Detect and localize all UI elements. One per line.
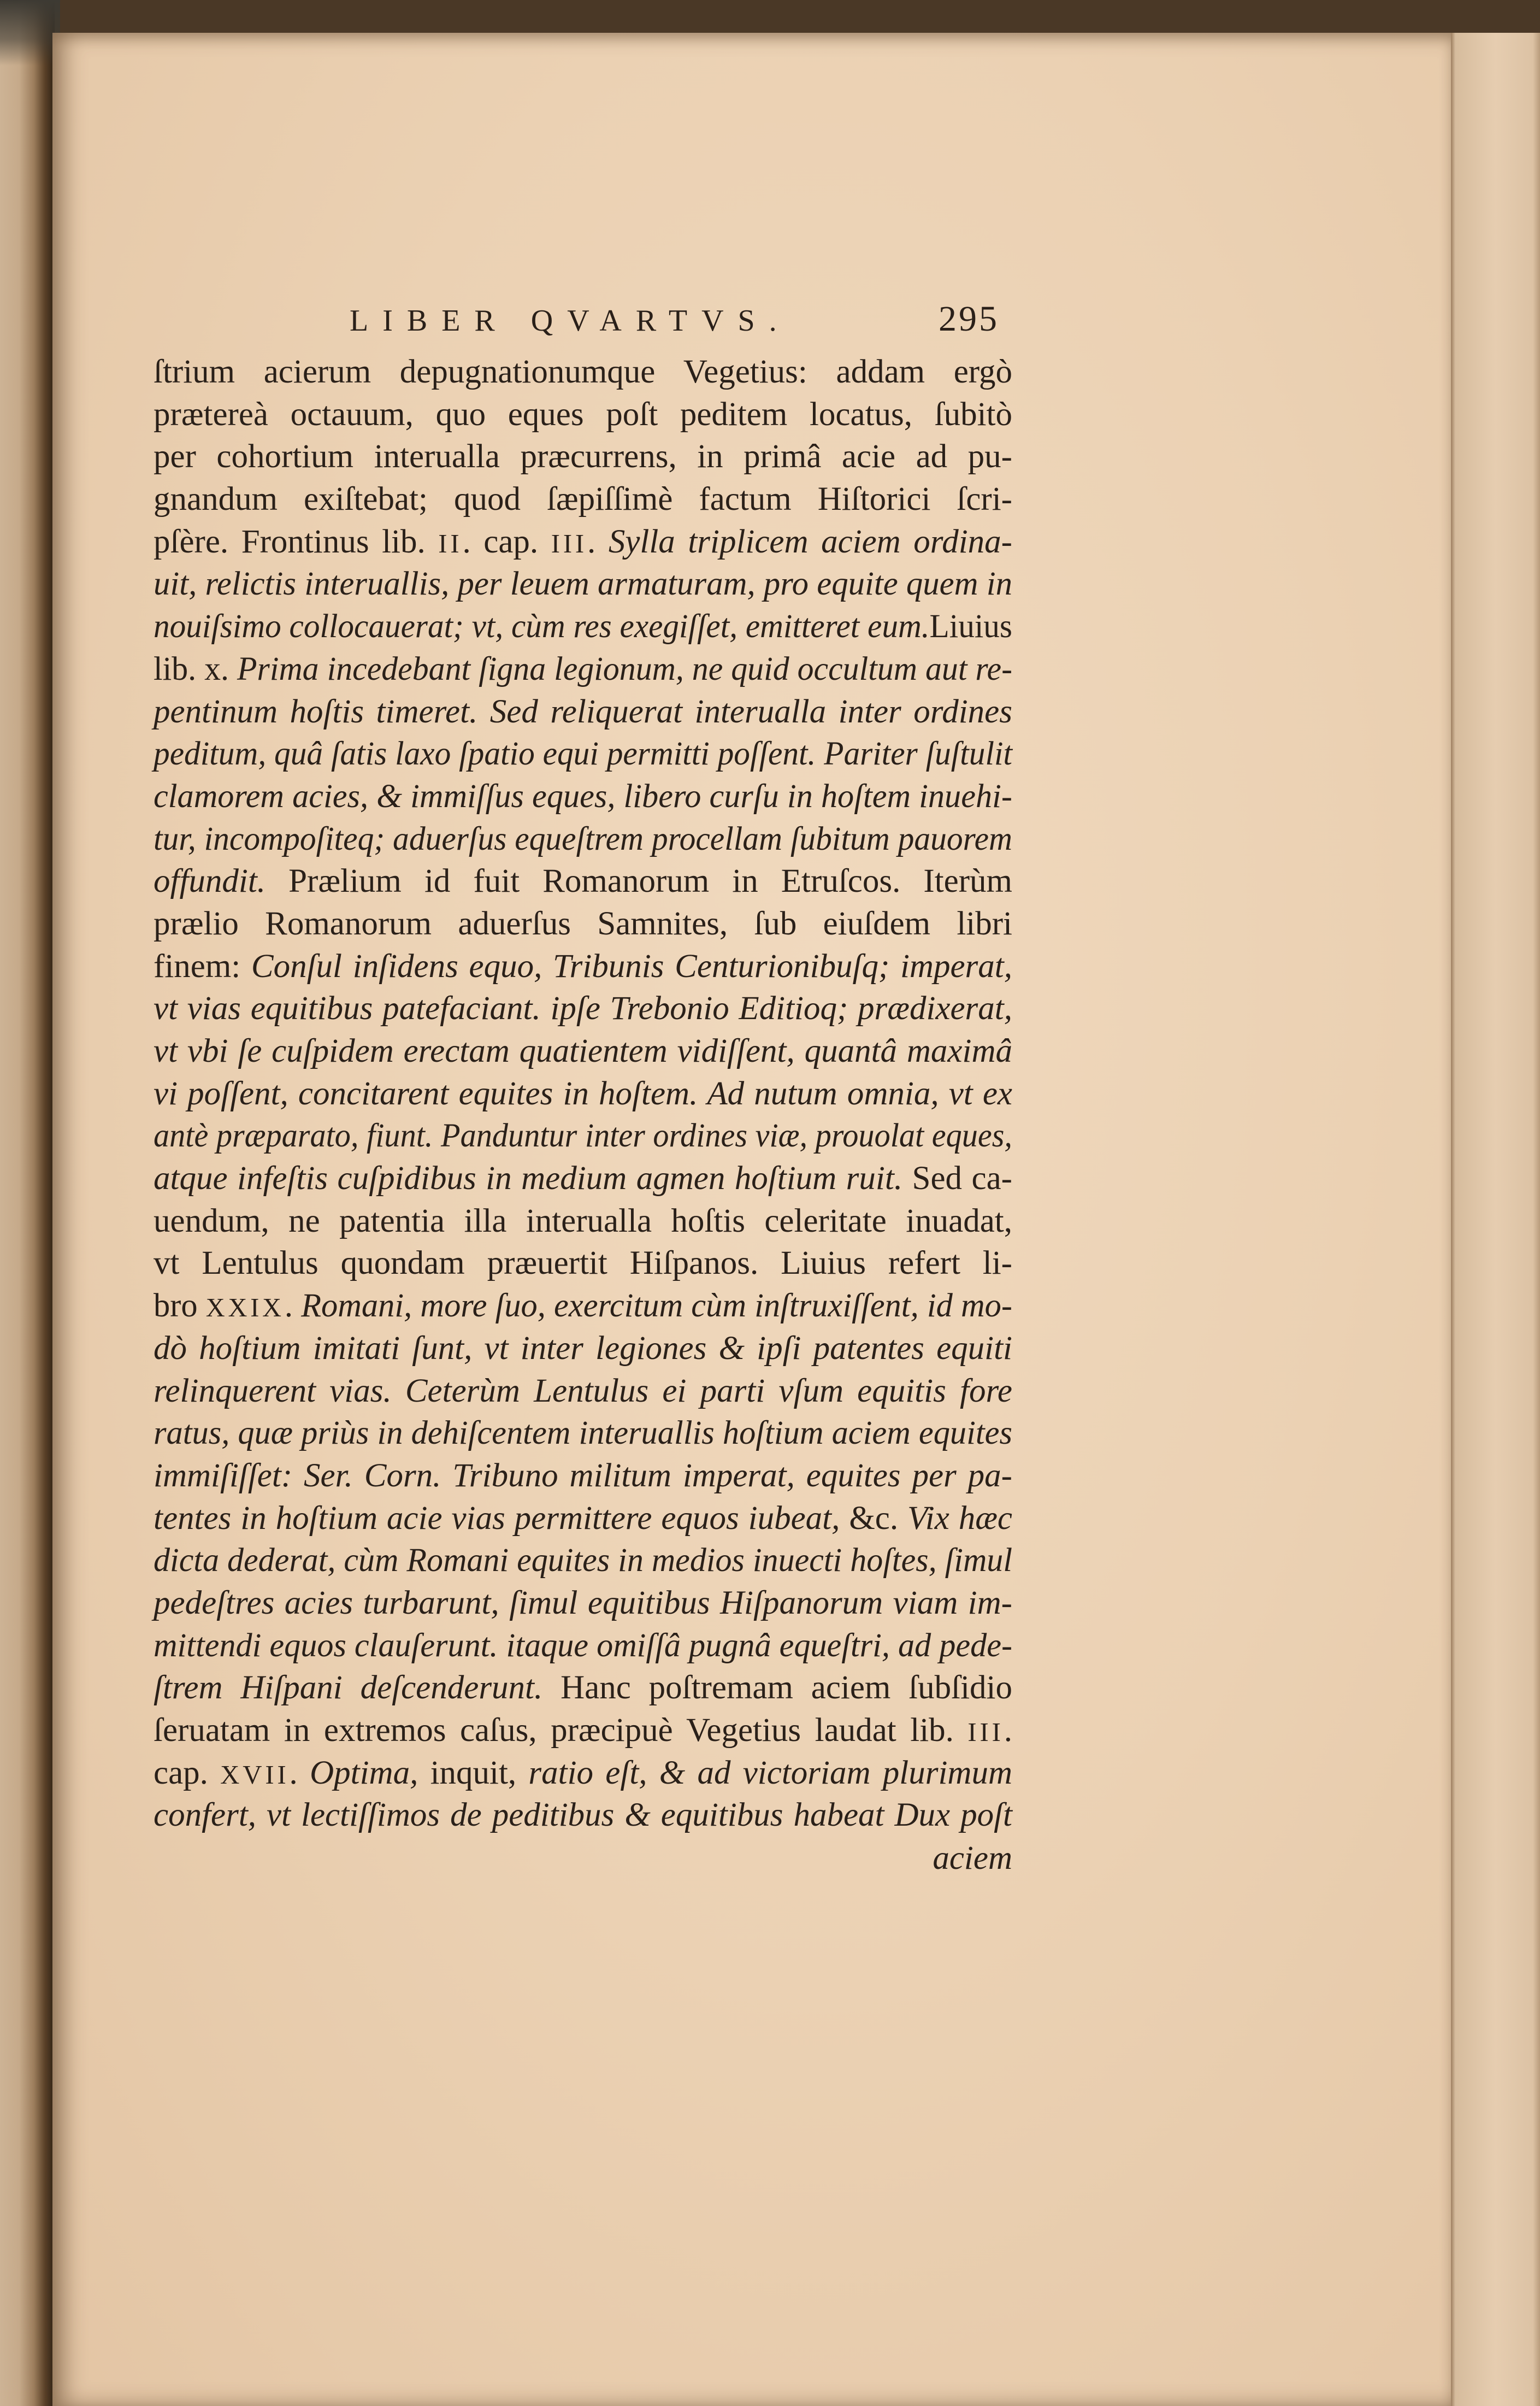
text-line-content [154,945,1012,988]
text-line-content [154,1370,1012,1413]
italic-text-segment: Optima, [310,1754,418,1791]
italic-text-segment: Vix hæc [907,1499,1012,1537]
small-caps-numeral: III [967,1717,1004,1747]
text-line-content [154,1327,1012,1370]
roman-text-segment: . [1004,1712,1012,1749]
roman-text-segment: bro [154,1287,206,1325]
text-line [154,1200,1012,1243]
italic-text-segment: ratus, quæ priùs in dehiſcentem interuallis hoſtium aciem equites [154,1415,1012,1452]
text-line-content [154,775,1012,818]
italic-text-segment: dò hoſtium imitati ſunt, vt inter legiones & ipſi patentes equiti [154,1330,1012,1367]
roman-text-segment: Sed ca- [902,1160,1012,1197]
text-line [154,1709,1012,1752]
text-line [154,1497,1012,1540]
page-fore-edge [1451,33,1540,2406]
text-line [154,775,1012,818]
roman-text-segment: Liuius [929,608,1012,645]
italic-text-segment: vt vbi ſe cuſpidem erectam quatientem vidiſſent, quantâ maximâ [154,1033,1012,1069]
roman-text-segment: ſtrium acierum depugnationumque Vegetius: addam ergò [154,354,1012,390]
text-line [154,521,1012,563]
text-line-content [154,1455,1012,1497]
italic-text-segment: immiſiſſet: Ser. Corn. Tribuno militum imperat, equites per pa- [154,1457,1012,1494]
italic-text-segment: relinquerent vias. Ceterùm Lentulus ei parti vſum equitis fore [154,1372,1012,1409]
italic-text-segment: atque infeſtis cuſpidibus in medium agmen hoſtium ruit. [154,1160,903,1197]
text-line-content [154,1073,1012,1115]
italic-text-segment: confert, vt lectiſſimos de peditibus & equitibus habeat Dux poſt [154,1797,1012,1834]
text-line-content [154,1200,1012,1243]
text-line [154,393,1012,436]
text-line-content [154,733,1012,775]
text-line-content [154,1497,1012,1540]
text-line [154,1285,1012,1327]
text-line [154,1115,1012,1157]
text-line [154,1539,1012,1582]
text-line [154,605,1012,648]
italic-text-segment: peditum, quâ ſatis laxo ſpatio equi permitti poſſent. Pariter ſuſtulit [154,736,1012,773]
italic-text-segment: vt vias equitibus patefaciant. ipſe Trebonio Editioq; prædixerat, [154,990,1012,1027]
text-line-content [154,436,1012,478]
text-line-content [154,521,1012,566]
italic-text-segment: offundit. [154,863,266,900]
text-line [154,1327,1012,1370]
italic-text-segment: Prima incedebant ſigna legionum, ne quid occultum aut re- [237,650,1012,687]
text-line-content [154,605,1012,648]
text-line-content [154,478,1012,521]
text-line-content [154,1794,1012,1837]
text-line-content [154,1115,1012,1157]
text-line-content [154,1412,1012,1455]
roman-text-segment: cap. [154,1754,221,1791]
page-number: 295 [939,299,999,339]
roman-text-segment: ſeruatam in extremos caſus, præcipuè Vegetius laudat lib. [154,1712,968,1749]
small-caps-numeral: II [438,528,463,558]
text-line-content [154,860,1012,903]
roman-text-segment: vt Lentulus quondam præuertit Hiſpanos. Liuius refert li- [154,1245,1012,1282]
italic-text-segment: pedeſtres acies turbarunt, ſimul equitibus Hiſpanorum viam im- [154,1584,1012,1621]
text-line [154,436,1012,478]
text-line-content [154,691,1012,733]
italic-text-segment: uit, relictis interuallis, per leuem armaturam, pro equite quem in [154,566,1012,603]
italic-text-segment: nouiſsimo collocauerat; vt, cùm res exegiſſet, emitteret eum. [154,608,930,645]
text-line [154,478,1012,521]
binding-gutter [0,0,55,2406]
text-line-content [154,818,1012,861]
text-line [154,1370,1012,1413]
text-line-content [154,1582,1012,1625]
text-line [154,691,1012,733]
text-line-content [154,1539,1012,1582]
text-line [154,1412,1012,1455]
text-line-content [154,393,1012,436]
roman-text-segment: finem: [154,948,251,985]
text-line-content [154,1625,1012,1667]
roman-text-segment: pſère. Frontinus lib. [154,523,439,560]
roman-text-segment: &c. [840,1499,908,1537]
roman-text-segment: inquit, [418,1754,529,1791]
italic-text-segment: Sylla triplicem aciem ordina- [608,523,1012,560]
text-line [154,903,1012,945]
roman-text-segment: prælio Romanorum aduerſus Samnites, ſub eiuſdem libri [154,905,1012,942]
running-head: LIBER QVARTVS. [350,304,791,338]
text-line-content [154,351,1012,393]
text-line [154,733,1012,775]
catchword: aciem [933,1840,1012,1876]
small-caps-numeral: III [551,528,588,558]
italic-text-segment: mittendi equos clauſerunt. itaque omiſſâ pugnâ equeſtri, ad pede- [154,1627,1012,1664]
text-line-content [154,1752,1012,1797]
roman-text-segment: per cohortium interualla præcurrens, in primâ acie ad pu- [154,438,1012,475]
text-line [154,1625,1012,1667]
text-line [154,987,1012,1030]
text-line [154,945,1012,988]
text-line [154,1667,1012,1709]
text-line-content [154,903,1012,945]
small-caps-numeral: XVII [220,1760,290,1790]
text-line-content [154,648,1012,691]
italic-text-segment: tur, incompoſiteq; aduerſus equeſtrem procellam ſubitum pauorem [154,820,1012,857]
italic-text-segment: ratio eſt, & ad victoriam plurimum [528,1754,1012,1791]
scan-corner-shadow [0,0,60,66]
roman-text-segment: Prælium id fuit Romanorum in Etruſcos. Iterùm [265,863,1012,900]
italic-text-segment: Conſul inſidens equo, Tribunis Centurionibuſq; imperat, [251,948,1012,985]
text-line-content [154,563,1012,605]
text-line [154,1582,1012,1625]
body-text [154,351,1012,1837]
text-line-content [154,1285,1012,1330]
text-line [154,563,1012,605]
roman-text-segment: gnandum exiſtebat; quod ſæpiſſimè factum Hiſtorici ſcri- [154,481,1012,518]
roman-text-segment: Hanc poſtremam aciem ſubſidio [542,1669,1012,1707]
text-line [154,1752,1012,1795]
italic-text-segment: clamorem acies, & immiſſus eques, libero curſu in hoſtem inuehi- [154,778,1012,815]
text-line-content [154,987,1012,1030]
text-line-content [154,1242,1012,1285]
roman-text-segment: . cap. [462,523,551,560]
text-line [154,351,1012,393]
roman-text-segment: uendum, ne patentia illa interualla hoſtis celeritate inuadat, [154,1202,1012,1239]
italic-text-segment: ſtrem Hiſpani deſcenderunt. [154,1669,543,1707]
small-caps-numeral: XXIX [205,1293,285,1323]
text-line [154,1242,1012,1285]
italic-text-segment: vi poſſent, concitarent equites in hoſtem. Ad nutum omnia, vt ex [154,1075,1012,1112]
italic-text-segment: Romani, more ſuo, exercitum cùm inſtruxiſſent, id mo- [301,1287,1012,1325]
roman-text-segment: . [587,523,609,560]
text-line [154,1157,1012,1200]
roman-text-segment: . [289,1754,310,1791]
roman-text-segment: lib. x. [154,650,237,687]
roman-text-segment: prætereà octauum, quo eques poſt peditem locatus, ſubitò [154,396,1012,433]
text-line [154,860,1012,903]
text-line [154,1073,1012,1115]
text-line [154,1030,1012,1073]
text-line-content [154,1030,1012,1073]
italic-text-segment: antè præparato, fiunt. Panduntur inter ordines viæ, prouolat eques, [154,1117,1012,1155]
italic-text-segment: pentinum hoſtis timeret. Sed reliquerat interualla inter ordines [154,693,1012,730]
text-line-content [154,1157,1012,1200]
italic-text-segment: dicta dederat, cùm Romani equites in medios inuecti hoſtes, ſimul [154,1542,1012,1579]
text-line [154,648,1012,691]
text-line-content [154,1709,1012,1754]
text-line [154,818,1012,861]
text-line [154,1455,1012,1497]
italic-text-segment: tentes in hoſtium acie vias permittere equos iubeat, [154,1499,840,1537]
text-line-content [154,1667,1012,1709]
roman-text-segment: . [284,1287,302,1325]
text-line [154,1794,1012,1837]
